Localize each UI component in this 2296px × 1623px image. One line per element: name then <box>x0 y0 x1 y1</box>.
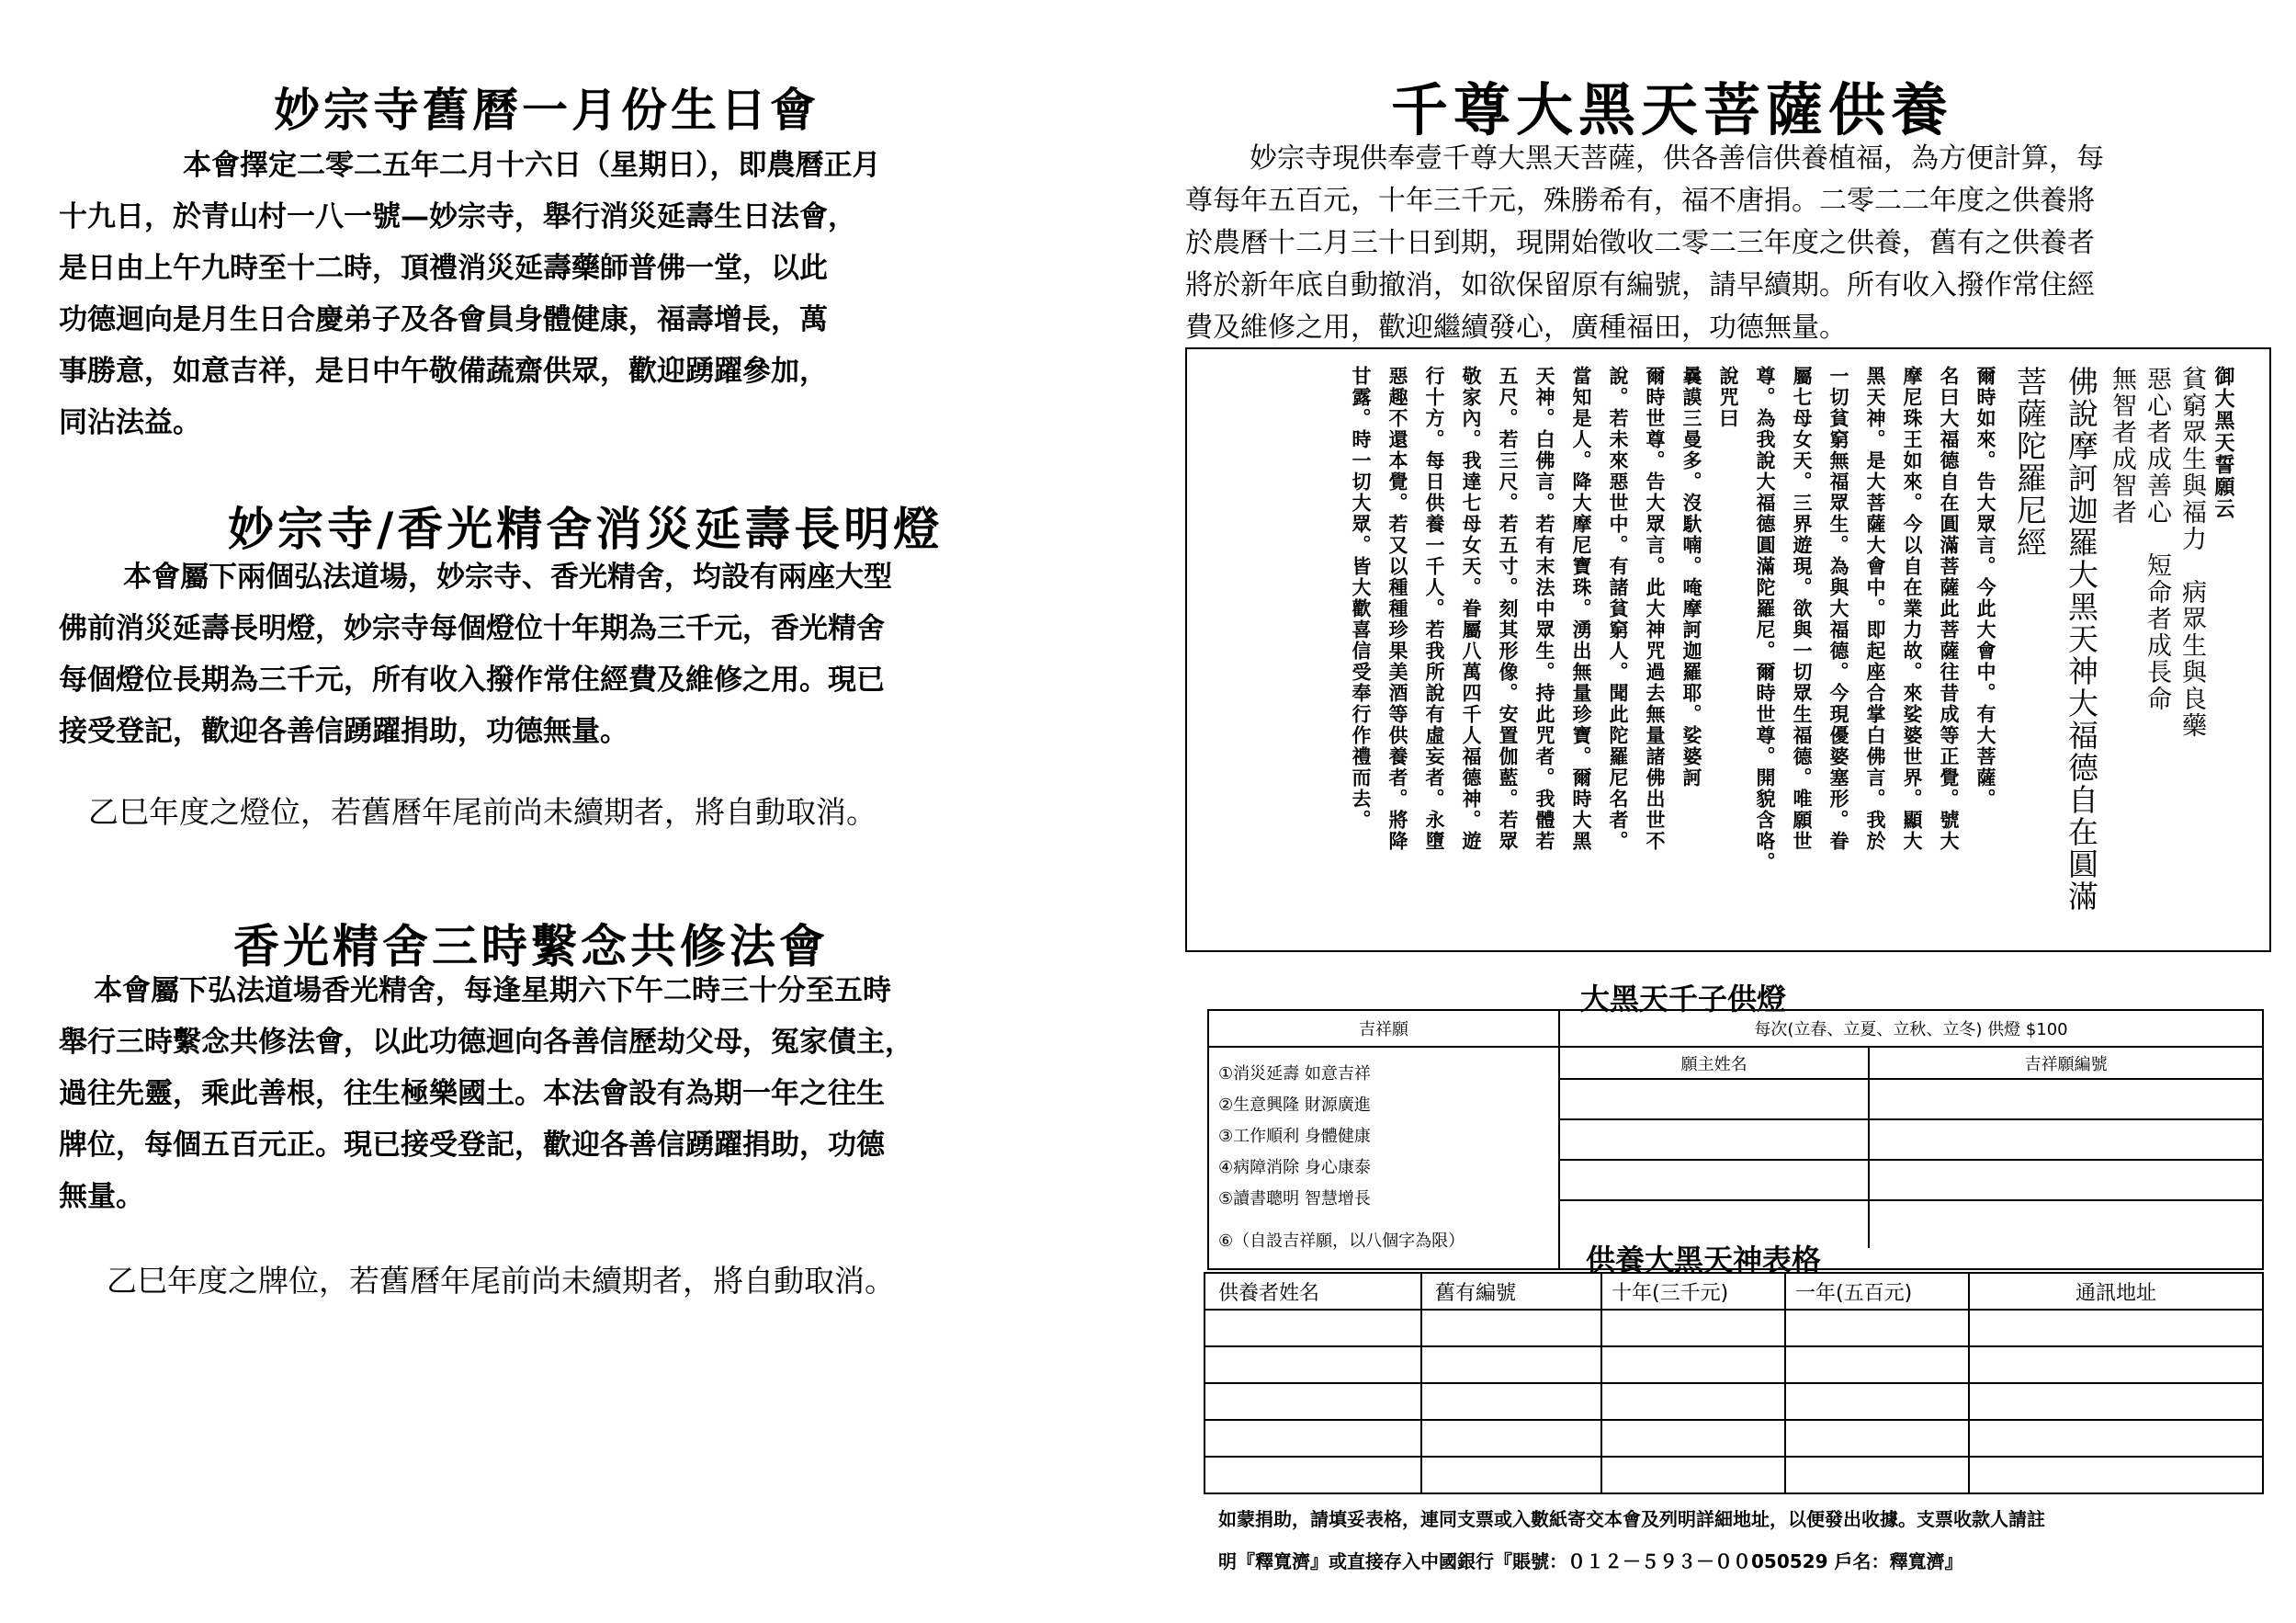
offer-cell[interactable] <box>1601 1346 1785 1383</box>
lamp-number-cell[interactable] <box>1869 1160 2262 1200</box>
offer-cell[interactable] <box>1969 1383 2263 1420</box>
right-column <box>1148 0 2296 1623</box>
sutra-body-line: 當知是人。降大摩尼寶珠。湧出無量珍寶。爾時大黑 <box>1570 366 1592 852</box>
offer-cell[interactable] <box>1969 1420 2263 1457</box>
intro-line: 將於新年底自動撤消，如欲保留原有編號，請早續期。所有收入撥作常住經 <box>1185 269 2095 301</box>
sutra-vow: 貧窮眾生與福力 病眾生與良藥 <box>2177 366 2206 739</box>
section2-line: 接受登記，歡迎各善信踴躍捐助，功德無量。 <box>59 715 628 748</box>
section3-line: 無量。 <box>59 1180 144 1213</box>
offer-cell[interactable] <box>1421 1457 1601 1493</box>
section1-line: 是日由上午九時至十二時，頂禮消災延壽藥師普佛一堂，以此 <box>59 252 828 285</box>
offer-cell[interactable] <box>1601 1420 1785 1457</box>
section1-line: 本會擇定二零二五年二月十六日（星期日），即農曆正月 <box>183 149 881 182</box>
wish-item: ⑤讀書聰明 智慧增長 <box>1218 1189 1371 1209</box>
offer-cell[interactable] <box>1205 1420 1421 1457</box>
lamp-col2-header: 每次(立春、立夏、立秋、立冬) 供燈 $100 <box>1559 1010 2263 1047</box>
wish-item: ③工作順利 身體健康 <box>1218 1127 1371 1146</box>
offer-cell[interactable] <box>1601 1383 1785 1420</box>
wish-item: ④病障消除 身心康泰 <box>1218 1158 1371 1177</box>
lamp-name-header: 願主姓名 <box>1560 1048 1869 1079</box>
sutra-body-line: 說。若未來惡世中。有諸貧窮人。聞此陀羅尼名者。 <box>1607 366 1629 852</box>
intro-line: 妙宗寺現供奉壹千尊大黑天菩薩，供各善信供養植福，為方便計算，每 <box>1250 142 2104 175</box>
offer-table-caption: 供養大黑天神表格 <box>1586 1243 1822 1277</box>
section2-line: 本會屬下兩個弘法道場，妙宗寺、香光精舍，均設有兩座大型 <box>123 561 892 594</box>
sutra-title: 佛說摩訶迦羅大黑天神大福德自在圓滿 <box>2064 366 2099 913</box>
offer-cell[interactable] <box>1601 1310 1785 1346</box>
offer-table <box>1204 1272 2264 1494</box>
sutra-vow: 無智者成智者 <box>2108 366 2136 526</box>
offer-row <box>1205 1383 2263 1420</box>
offer-cell[interactable] <box>1969 1457 2263 1493</box>
section2-line: 每個燈位長期為三千元，所有收入撥作常住經費及維修之用。現已 <box>59 664 885 697</box>
section3-body <box>59 965 913 1222</box>
offer-cell[interactable] <box>1421 1346 1601 1383</box>
offering-title: 千尊大黑天菩薩供養 <box>1391 76 1954 143</box>
footer-line: 明『釋寬濟』或直接存入中國銀行『賬號：０１２－５９３－００050529 戶名：釋寬濟』 <box>1218 1550 1963 1572</box>
section2-body <box>59 551 892 757</box>
lamp-name-cell[interactable] <box>1560 1160 1869 1200</box>
section1-line: 功德迴向是月生日合慶弟子及各會員身體健康，福壽增長，萬 <box>59 303 828 336</box>
intro-line: 費及維修之用，歡迎繼續發心，廣種福田，功德無量。 <box>1185 312 1847 344</box>
sutra-header: 御大黑天誓願云 <box>2211 366 2234 520</box>
offer-cell[interactable] <box>1969 1346 2263 1383</box>
section3-title: 香光精舍三時繫念共修法會 <box>233 920 829 973</box>
offer-cell[interactable] <box>1421 1383 1601 1420</box>
section3-line: 過往先靈，乘此善根，往生極樂國土。本法會設有為期一年之往生 <box>59 1077 885 1110</box>
sutra-body-line: 名曰大福德自在圓滿菩薩此菩薩往昔成等正覺。號大 <box>1938 366 1960 852</box>
wish-item: ①消災延壽 如意吉祥 <box>1218 1064 1371 1084</box>
section1-line: 十九日，於青山村一八一號—妙宗寺，舉行消災延壽生日法會， <box>59 200 856 233</box>
intro-line: 於農曆十二月三十日到期，現開始徵收二零二三年度之供養，舊有之供養者 <box>1185 227 2095 259</box>
sutra-body-line: 黑天神。是大菩薩大會中。即起座合掌白佛言。我於 <box>1864 366 1886 852</box>
sutra-body-line: 尊。為我說大福德圓滿陀羅尼。爾時世尊。開貌含咯。 <box>1754 366 1776 873</box>
sutra-vow: 惡心者成善心 短命者成長命 <box>2143 366 2171 712</box>
offer-cell[interactable] <box>1785 1346 1969 1383</box>
section1-title: 妙宗寺舊曆一月份生日會 <box>274 84 820 137</box>
offer-row <box>1205 1420 2263 1457</box>
offering-intro <box>1185 138 2104 349</box>
intro-line: 尊每年五百元，十年三千元，殊勝希有，福不唐捐。二零二二年度之供養將 <box>1185 185 2095 217</box>
sutra-body-line: 惡趣不還本覺。若又以種種珍果美酒等供養者。將降 <box>1386 366 1408 852</box>
section1-line: 同沾法益。 <box>59 406 201 439</box>
sutra-body-line: 屬七母女天。三界遊現。欲與一切眾生福德。唯願世 <box>1791 366 1813 852</box>
offer-cell[interactable] <box>1421 1310 1601 1346</box>
offer-header-old-no: 舊有編號 <box>1421 1273 1601 1310</box>
sutra-body-line: 敬家內。我達七母女天。眷屬八萬四千人福德神。遊 <box>1460 366 1482 852</box>
wish-item: ②生意興隆 財源廣進 <box>1218 1095 1371 1115</box>
sutra-body-line: 甘露。時一切大眾。皆大歡喜信受奉行作禮而去。 <box>1350 366 1372 831</box>
offer-cell[interactable] <box>1205 1346 1421 1383</box>
wish-item-custom: ⑥（自設吉祥願，以八個字為限） <box>1218 1231 1465 1251</box>
lamp-wish-list <box>1208 1047 1559 1269</box>
offer-cell[interactable] <box>1785 1457 1969 1493</box>
section1-line: 事勝意，如意吉祥，是日中午敬備蔬齋供眾，歡迎踴躍參加， <box>59 355 828 388</box>
lamp-table-caption: 大黑天千子供燈 <box>1580 982 1787 1016</box>
lamp-number-cell[interactable] <box>1869 1079 2262 1119</box>
offer-cell[interactable] <box>1205 1310 1421 1346</box>
offer-cell[interactable] <box>1421 1420 1601 1457</box>
offer-cell[interactable] <box>1969 1310 2263 1346</box>
lamp-entry-area <box>1559 1047 2263 1269</box>
offer-header-name: 供養者姓名 <box>1205 1273 1421 1310</box>
section3-note: 乙巳年度之牌位，若舊曆年尾前尚未續期者，將自動取消。 <box>107 1263 895 1299</box>
section2-note: 乙巳年度之燈位，若舊曆年尾前尚未續期者，將自動取消。 <box>88 794 877 830</box>
left-column <box>0 0 1130 1623</box>
sutra-body-line: 行十方。每日供養一千人。若我所說有虛妄者。永墮 <box>1423 366 1445 852</box>
offer-cell[interactable] <box>1785 1383 1969 1420</box>
sutra-columns <box>1187 349 2269 950</box>
offer-row <box>1205 1310 2263 1346</box>
offer-row <box>1205 1457 2263 1493</box>
sutra-body-line: 一切貧窮無福眾生。為與大福德。今現優婆塞形。眷 <box>1827 366 1849 852</box>
offer-cell[interactable] <box>1785 1420 1969 1457</box>
section3-line: 舉行三時繫念共修法會，以此功德迴向各善信歷劫父母，冤家債主， <box>59 1026 913 1059</box>
offer-header-address: 通訊地址 <box>1969 1273 2263 1310</box>
lamp-number-cell[interactable] <box>1869 1119 2262 1160</box>
lamp-table <box>1207 1009 2264 1270</box>
sutra-body-line: 五尺。若三尺。若五寸。刻其形像。安置伽藍。若眾 <box>1497 366 1519 852</box>
section3-line: 牌位，每個五百元正。現已接受登記，歡迎各善信踴躍捐助，功德 <box>59 1129 885 1162</box>
sutra-body-line: 曩謨三曼多。沒馱喃。唵摩訶迦羅耶。娑婆訶 <box>1680 366 1702 789</box>
sutra-body-line: 摩尼珠王如來。今以自在業力故。來娑婆世界。顯大 <box>1901 366 1923 852</box>
sutra-body-line: 爾時世尊。告大眾言。此大神咒過去無量諸佛出世不 <box>1644 366 1666 852</box>
sutra-body-line: 天神。白佛言。若有末法中眾生。持此咒者。我體若 <box>1533 366 1555 852</box>
lamp-number-cell[interactable] <box>1869 1200 2262 1248</box>
section3-line: 本會屬下弘法道場香光精舍，每逢星期六下午二時三十分至五時 <box>94 974 891 1007</box>
lamp-number-header: 吉祥願編號 <box>1869 1048 2262 1079</box>
offer-header-ten-year: 十年(三千元) <box>1601 1273 1785 1310</box>
sutra-title: 菩薩陀羅尼經 <box>2012 366 2048 559</box>
sutra-body-line: 爾時如來。告大眾言。今此大會中。有大菩薩。 <box>1974 366 1996 810</box>
offer-cell[interactable] <box>1205 1457 1421 1493</box>
footer-line: 如蒙捐助，請填妥表格，連同支票或入數紙寄交本會及列明詳細地址，以便發出收據。支票收款人請註 <box>1218 1508 2045 1530</box>
section2-line: 佛前消災延壽長明燈，妙宗寺每個燈位十年期為三千元，香光精舍 <box>59 612 885 645</box>
footer-note <box>1218 1498 2045 1583</box>
offer-row <box>1205 1346 2263 1383</box>
sutra-body-line: 說咒曰 <box>1717 366 1739 429</box>
offer-header-one-year: 一年(五百元) <box>1785 1273 1969 1310</box>
lamp-name-cell[interactable] <box>1560 1079 1869 1119</box>
section2-title: 妙宗寺/香光精舍消災延壽長明燈 <box>228 503 944 556</box>
offer-cell[interactable] <box>1205 1383 1421 1420</box>
offer-cell[interactable] <box>1785 1310 1969 1346</box>
section1-body <box>59 140 881 448</box>
sutra-box <box>1185 347 2271 952</box>
lamp-col1-header: 吉祥願 <box>1208 1010 1559 1047</box>
lamp-name-cell[interactable] <box>1560 1119 1869 1160</box>
lamp-entry-grid <box>1560 1048 2262 1248</box>
offer-cell[interactable] <box>1601 1457 1785 1493</box>
